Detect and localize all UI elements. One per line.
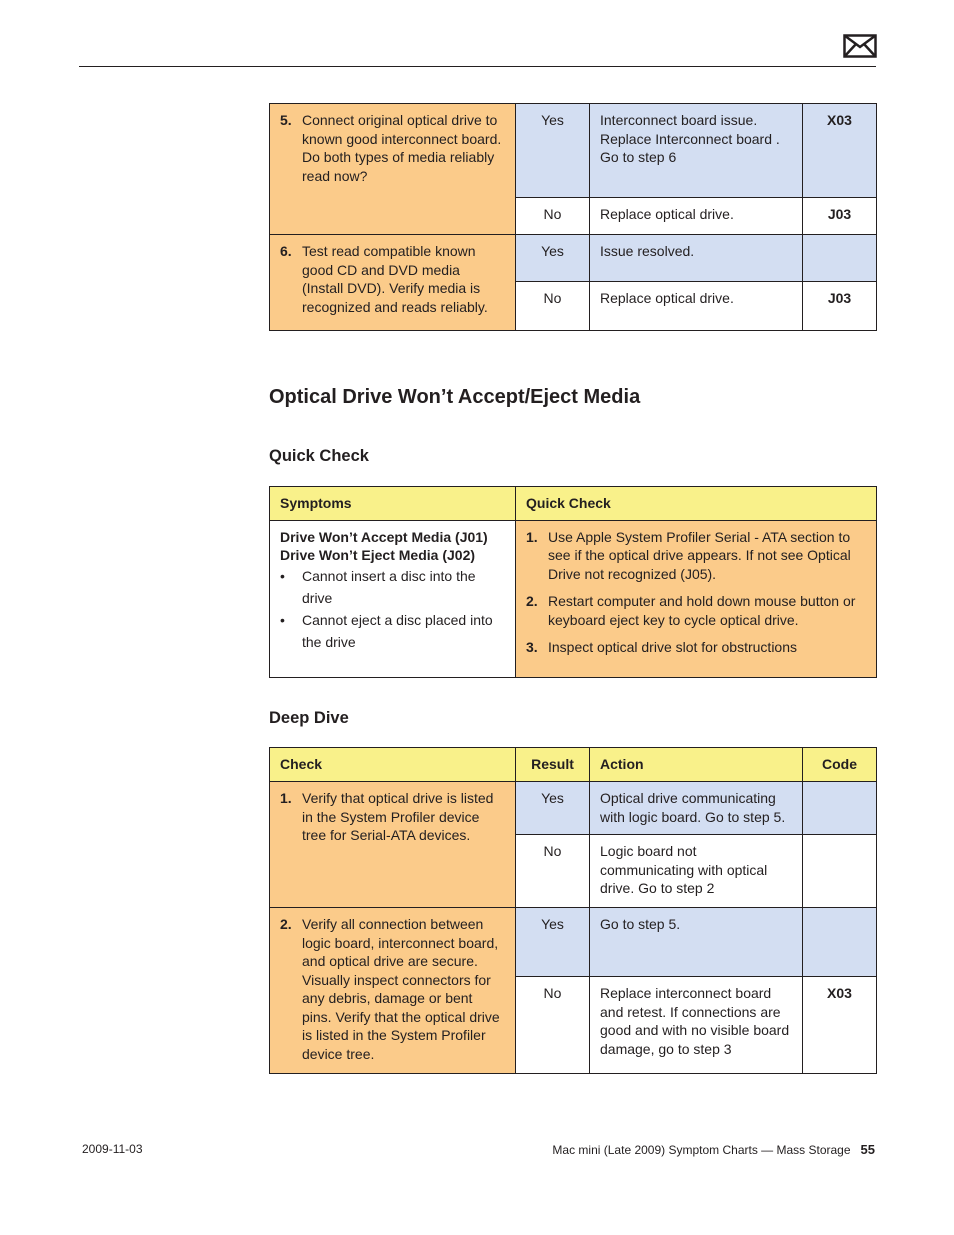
- header-rule: [79, 66, 876, 67]
- quick-check-table: [269, 486, 876, 678]
- footer-date: 2009-11-03: [82, 1142, 143, 1156]
- list-item: 2. Restart computer and hold down mouse button or keyboard eject key to cycle optical drive.: [526, 593, 856, 628]
- table-header-row: [270, 487, 877, 521]
- result-cell: Yes: [516, 104, 590, 198]
- check-cell: [270, 908, 516, 1074]
- action-cell: Optical drive communicating with logic board. Go to step 5.: [590, 782, 803, 835]
- code-cell: X03: [803, 977, 877, 1074]
- quick-check-steps-cell: [516, 520, 877, 677]
- symptoms-cell: [270, 520, 516, 677]
- result-cell: No: [516, 198, 590, 235]
- action-cell: Logic board not communicating with optical drive. Go to step 2: [590, 835, 803, 908]
- code-cell: J03: [803, 198, 877, 235]
- step-number: 5.: [280, 112, 292, 128]
- column-header-quick-check: Quick Check: [516, 487, 877, 521]
- result-cell: Yes: [516, 908, 590, 977]
- section-title: Optical Drive Won’t Accept/Eject Media: [269, 386, 641, 408]
- mail-icon[interactable]: [843, 34, 877, 58]
- action-cell: Go to step 5.: [590, 908, 803, 977]
- result-cell: No: [516, 835, 590, 908]
- list-item: • Cannot insert a disc into the drive: [280, 565, 505, 609]
- code-cell: J03: [803, 282, 877, 331]
- result-cell: Yes: [516, 235, 590, 282]
- action-cell: Replace optical drive.: [590, 198, 803, 235]
- page-number: 55: [860, 1142, 875, 1157]
- step-number: 2.: [280, 916, 292, 932]
- column-header-action: Action: [590, 748, 803, 782]
- action-cell: Replace interconnect board and retest. If connections are good and with no visible board damage, go to step 3: [590, 977, 803, 1074]
- result-cell: Yes: [516, 782, 590, 835]
- action-cell: Replace optical drive.: [590, 282, 803, 331]
- table-row: [270, 104, 877, 198]
- step-number: 1.: [280, 790, 292, 806]
- check-cell: [270, 782, 516, 908]
- action-cell: Issue resolved.: [590, 235, 803, 282]
- result-cell: No: [516, 977, 590, 1074]
- quick-check-heading: Quick Check: [269, 447, 369, 465]
- continuation-table: [269, 103, 876, 331]
- code-cell: X03: [803, 104, 877, 198]
- table-header-row: [270, 748, 877, 782]
- column-header-check: Check: [270, 748, 516, 782]
- table-row: [270, 908, 877, 977]
- check-text: Verify all connection between logic board, interconnect board, and optical drive are secure. Visually inspect connectors for any debris, damage or bent pins. Verify that the optical drive is listed in the System Profiler device tree.: [302, 916, 500, 1062]
- table-row: [270, 235, 877, 282]
- column-header-result: Result: [516, 748, 590, 782]
- check-text: Verify that optical drive is listed in the System Profiler device tree for Serial-ATA devices.: [302, 790, 494, 843]
- check-cell: [270, 235, 516, 331]
- step-number: 6.: [280, 243, 292, 259]
- code-cell: [803, 235, 877, 282]
- code-cell: [803, 908, 877, 977]
- bullet-icon: •: [280, 567, 285, 584]
- list-item: 1. Use Apple System Profiler Serial - ATA section to see if the optical drive appears. If not see Optical Drive not recognized (J05).: [526, 528, 851, 582]
- table-row: [270, 520, 877, 677]
- check-text: Connect original optical drive to known good interconnect board. Do both types of media reliably read now?: [302, 112, 502, 184]
- footer-title: Mac mini (Late 2009) Symptom Charts — Mass Storage 55: [552, 1142, 875, 1157]
- code-cell: [803, 835, 877, 908]
- table-row: [270, 782, 877, 835]
- deep-dive-heading: Deep Dive: [269, 709, 349, 727]
- result-cell: No: [516, 282, 590, 331]
- check-text: Test read compatible known good CD and DVD media (Install DVD). Verify media is recognized and reads reliably.: [302, 243, 488, 315]
- bullet-icon: •: [280, 611, 285, 628]
- symptom-title: Drive Won’t Eject Media (J02): [280, 547, 476, 563]
- column-header-symptoms: Symptoms: [270, 487, 516, 521]
- list-item: 3. Inspect optical drive slot for obstructions: [526, 639, 798, 655]
- check-cell: [270, 104, 516, 235]
- list-item: • Cannot eject a disc placed into the drive: [280, 609, 505, 653]
- symptom-title: Drive Won’t Accept Media (J01): [280, 528, 488, 545]
- action-cell: Interconnect board issue. Replace Interconnect board . Go to step 6: [590, 104, 803, 198]
- deep-dive-table: [269, 747, 876, 1074]
- column-header-code: Code: [803, 748, 877, 782]
- code-cell: [803, 782, 877, 835]
